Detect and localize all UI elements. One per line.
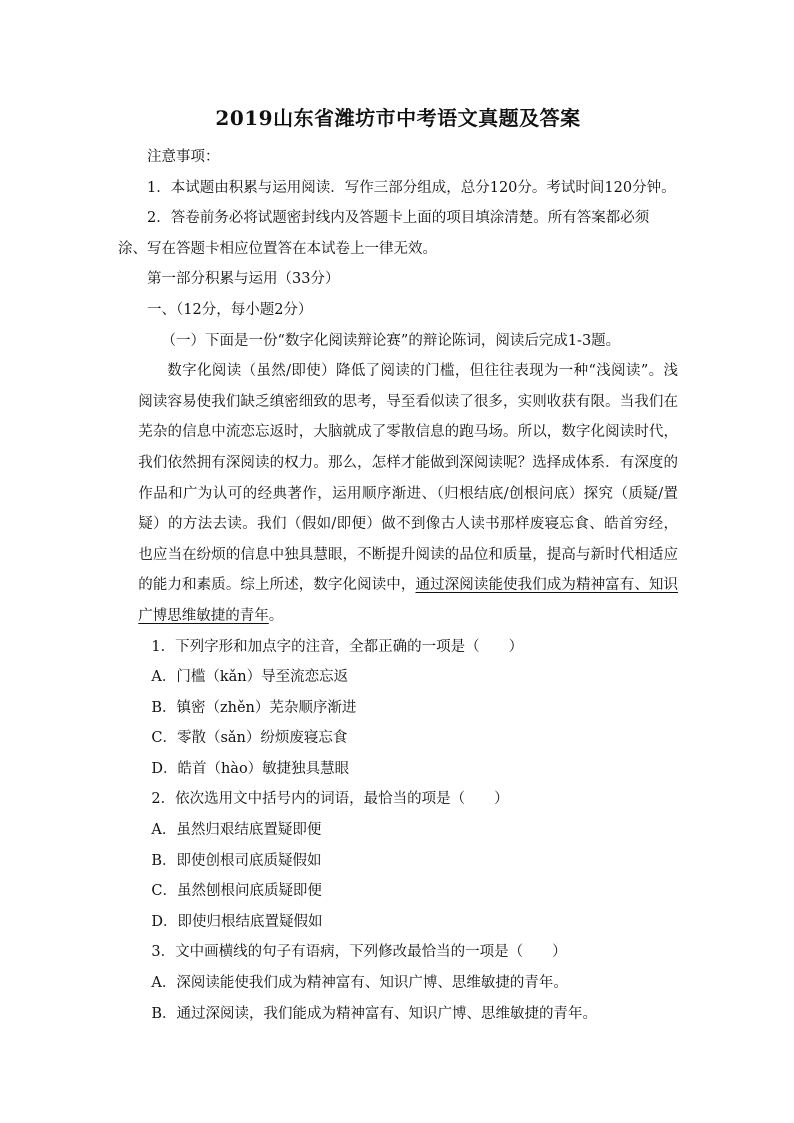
question-2-option-b: B．即使创根司底质疑假如 <box>151 852 322 869</box>
reading-passage <box>118 356 678 631</box>
question-1-option-c: C．零散（sǎn）纷烦废寝忘食 <box>151 730 348 747</box>
document-content <box>118 104 678 1029</box>
question-2-option-a: A．虽然归艰结底置疑即便 <box>151 822 322 839</box>
question-1-option-a: A．门槛（kǎn）导至流恋忘返 <box>151 669 349 686</box>
notice-item-2: 2．答卷前务必将试题密封线内及答题卡上面的项目填涂清楚。所有答案都必须涂、写在答题卡相应位置答在本试卷上一律无效。 <box>118 210 650 257</box>
question-3-option-a: A．深阅读能使我们成为精神富有、知识广博、思维敏捷的青年。 <box>151 975 568 992</box>
question-1-option-b: B．镇密（zhěn）芜杂顺序渐进 <box>151 699 357 716</box>
question-3-stem: 3．文中画横线的句子有语病，下列修改最恰当的一项是（ ） <box>151 944 567 961</box>
passage-end: 。 <box>268 607 284 624</box>
question-2-option-d: D．即使归根结底置疑假如 <box>151 913 323 930</box>
question-2-option-c: C．虽然刨根问底质疑即便 <box>151 883 322 900</box>
underlined-sentence: 通过深阅读能使我们成为精神富有、知识广博思维敏捷的青年 <box>138 577 679 624</box>
question-1-stem: 1．下列字形和加点字的注音，全都正确的一项是（ ） <box>151 638 524 655</box>
notice-item-1: 1．本试题由积累与运用阅读．写作三部分组成，总分120分。考试时间120分钟。 <box>147 179 676 196</box>
question-1-option-d: D．皓首（hào）敏捷独具慧眼 <box>151 760 350 777</box>
page-title: 2019山东省潍坊市中考语文真题及答案 <box>215 106 581 130</box>
notice-heading: 注意事项： <box>147 149 220 165</box>
question-3-option-b: B．通过深阅读，我们能成为精神富有、知识广博、思维敏捷的青年。 <box>151 1005 597 1022</box>
subsection1-heading: （一）下面是一份“数字化阅读辩论赛”的辩论陈词，阅读后完成1-3题。 <box>161 332 621 349</box>
passage-text: 数字化阅读（虽然/即使）降低了阅读的门槛，但往往表现为一种“浅阅读”。浅阅读容易使我们缺乏缜密细致的思考，导至看似读了很多，实则收获有限。当我们在芜杂的信息中流恋忘返时，大脑就成了零散信息的跑马场。所以，数字化阅读时代，我们依然拥有深阅读的权力。那么，怎样才能做到深阅读呢？选择成体系．有深度的作品和广为认可的经典著作，运用顺序渐进、（归根结底/创根问底）探究（质疑/置疑）的方法去读。我们（假如/即便）做不到像古人读书那样废寝忘食、皓首穷经，也应当在纷烦的信息中独具慧眼，不断提升阅读的品位和质量，提高与新时代相适应的能力和素质。综上所述，数字化阅读中， <box>138 363 678 594</box>
part1-heading: 第一部分积累与运用（33分） <box>147 271 340 288</box>
question-2-stem: 2．依次选用文中括号内的词语，最恰当的项是（ ） <box>151 791 509 808</box>
section1-heading: 一、（12分，每小题2分） <box>147 301 313 318</box>
